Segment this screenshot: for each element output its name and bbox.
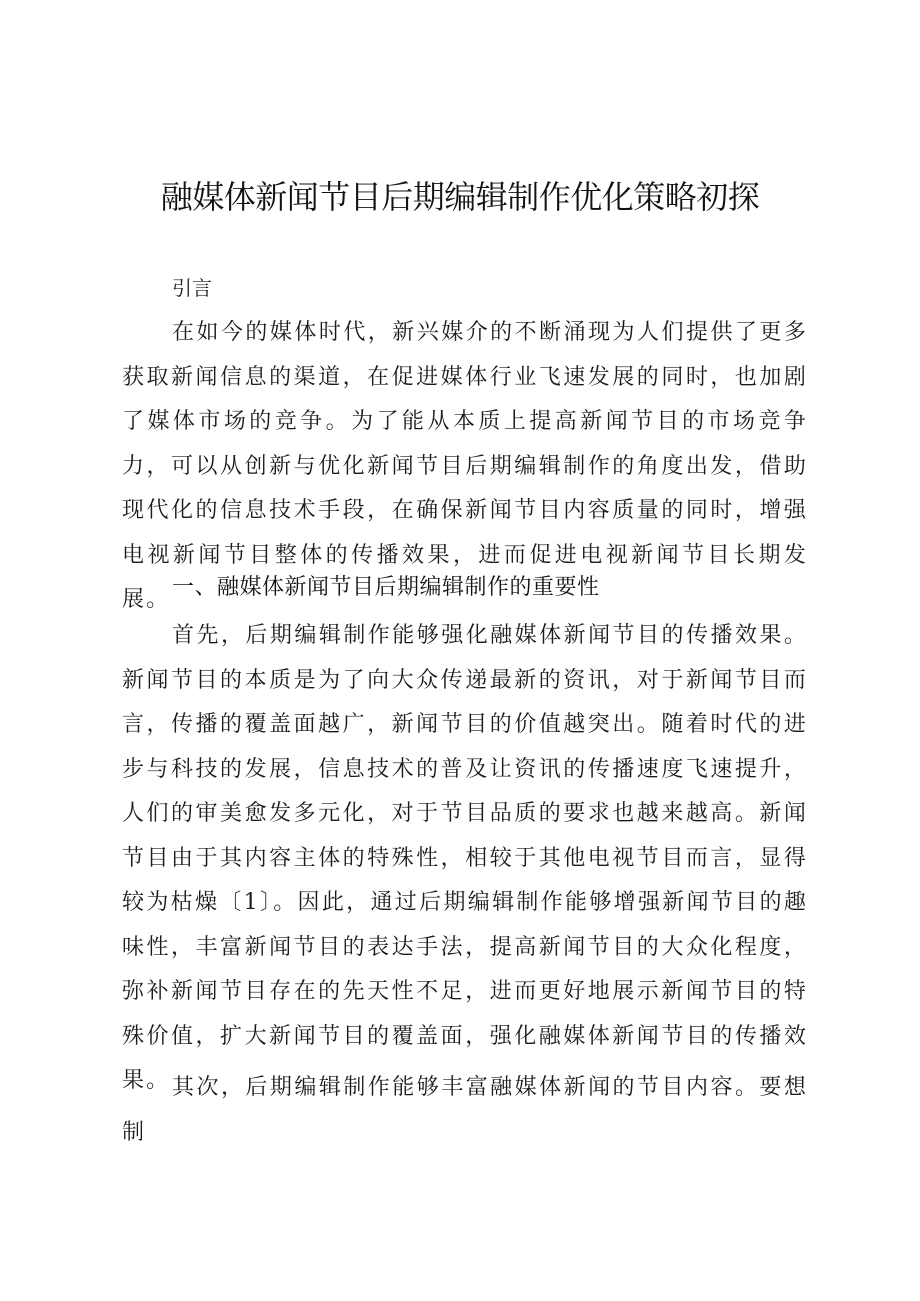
intro-paragraph: 在如今的媒体时代，新兴媒介的不断涌现为人们提供了更多获取新闻信息的渠道，在促进媒体行业飞速发展的同时，也加剧了媒体市场的竞争。为了能从本质上提高新闻节目的市场竞争力，可以从创新与优化新闻节目后期编辑制作的角度出发，借助现代化的信息技术手段，在确保新闻节目内容质量的同时，增强电视新闻节目整体的传播效果，进而促进电视新闻节目长期发展。 (122, 320, 808, 612)
intro-label: 引言 (172, 276, 212, 300)
body-paragraph-2: 其次，后期编辑制作能够丰富融媒体新闻的节目内容。要想制 (122, 1075, 808, 1145)
body-paragraph-1: 首先，后期编辑制作能够强化融媒体新闻节目的传播效果。新闻节目的本质是为了向大众传递最新的资讯，对于新闻节目而言，传播的覆盖面越广，新闻节目的价值越突出。随着时代的进步与科技的发展，信息技术的普及让资讯的传播速度飞速提升，人们的审美愈发多元化，对于节目品质的要求也越来越高。新闻节目由于其内容主体的特殊性，相较于其他电视节目而言，显得较为枯燥〔1〕。因此，通过后期编辑制作能够增强新闻节目的趣味性，丰富新闻节目的表达手法，提高新闻节目的大众化程度，弥补新闻节目存在的先天性不足，进而更好地展示新闻节目的特殊价值，扩大新闻节目的覆盖面，强化融媒体新闻节目的传播效果。 (122, 623, 808, 1093)
section-heading: 一、融媒体新闻节目后期编辑制作的重要性 (172, 575, 600, 600)
document-title: 融媒体新闻节目后期编辑制作优化策略初探 (160, 178, 760, 216)
